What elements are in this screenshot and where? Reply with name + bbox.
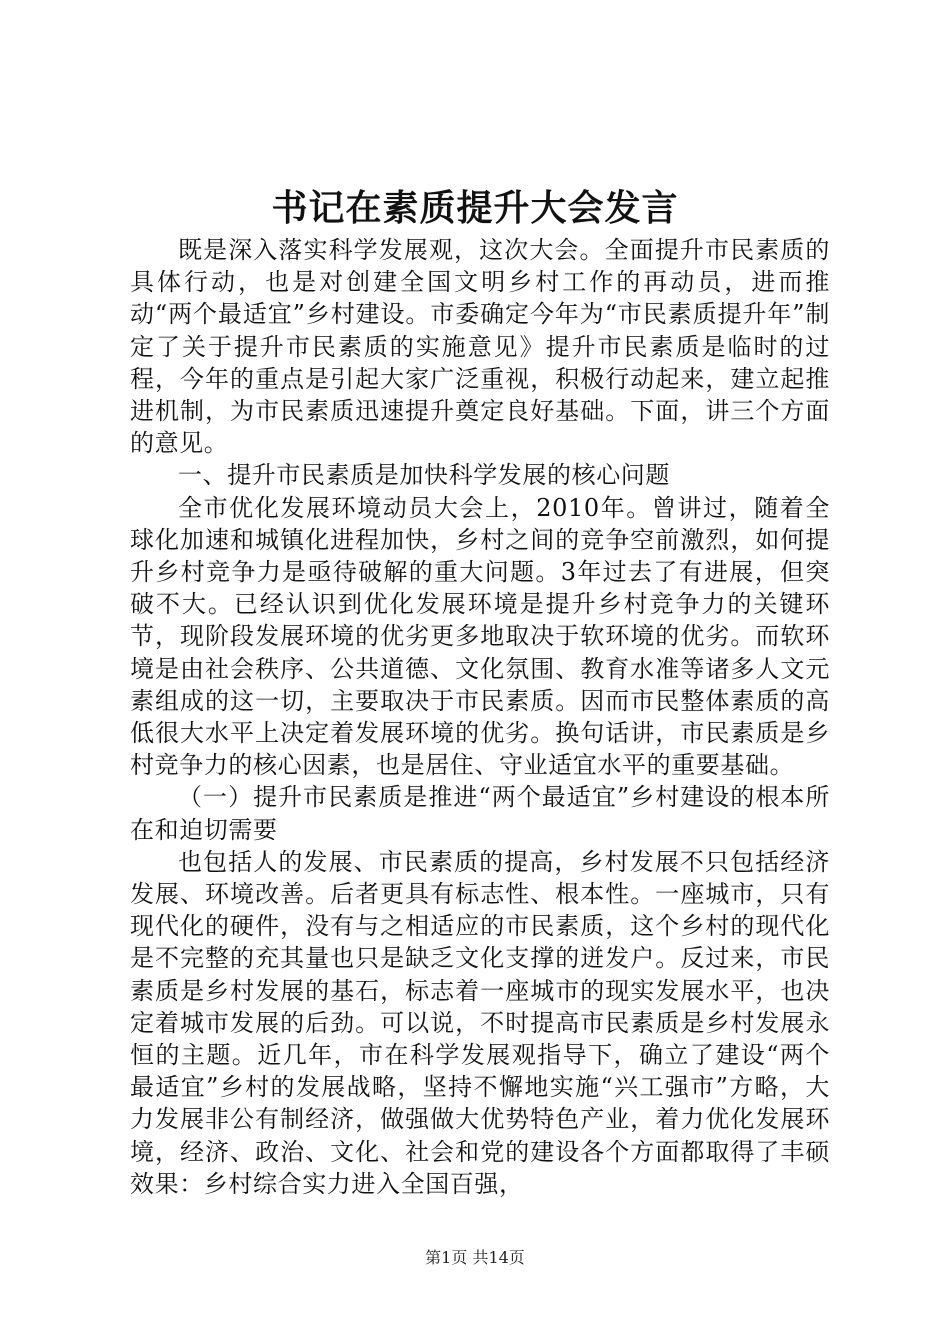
document-body [130, 234, 830, 1200]
intro-paragraph: 既是深入落实科学发展观，这次大会。全面提升市民素质的具体行动，也是对创建全国文明乡村工作的再动员，进而推动“两个最适宜”乡村建设。市委确定今年为“市民素质提升年”制定了关于提升市民素质的实施意见》提升市民素质是临时的过程，今年的重点是引起大家广泛重视，积极行动起来，建立起推进机制，为市民素质迅速提升奠定良好基础。下面，讲三个方面的意见。 [130, 236, 830, 458]
subsection-1-paragraph: 也包括人的发展、市民素质的提高，乡村发展不只包括经济发展、环境改善。后者更具有标志性、根本性。一座城市，只有现代化的硬件，没有与之相适应的市民素质，这个乡村的现代化是不完整的充其量也只是缺乏文化支撑的迸发户。反过来，市民素质是乡村发展的基石，标志着一座城市的现实发展水平，也决定着城市发展的后劲。可以说，不时提高市民素质是乡村发展永恒的主题。近几年，市在科学发展观指导下，确立了建设“两个最适宜”乡村的发展战略，坚持不懈地实施“兴工强市”方略，大力发展非公有制经济，做强做大优势特色产业，着力优化发展环境，经济、政治、文化、社会和党的建设各个方面都取得了丰硕效果：乡村综合实力进入全国百强， [130, 847, 830, 1198]
section-heading-1: 一、提升市民素质是加快科学发展的核心问题 [178, 461, 670, 490]
section-1-paragraph: 全市优化发展环境动员大会上，2010年。曾讲过，随着全球化加速和城镇化进程加快，乡村之间的竞争空前激烈，如何提升乡村竞争力是亟待破解的重大问题。3年过去了有进展，但突破不大。已经认识到优化发展环境是提升乡村竞争力的关键环节，现阶段发展环境的优劣更多地取决于软环境的优劣。而软环境是由社会秩序、公共道德、文化氛围、教育水准等诸多人文元素组成的这一切，主要取决于市民素质。因而市民整体素质的高低很大水平上决定着发展环境的优劣。换句话讲，市民素质是乡村竞争力的核心因素，也是居住、守业适宜水平的重要基础。 [130, 493, 830, 780]
document-title: 书记在素质提升大会发言 [271, 187, 679, 229]
page-number-footer: 第1页 共14页 [425, 1248, 525, 1267]
subsection-heading-1: （一）提升市民素质是推进“两个最适宜”乡村建设的根本所在和迫切需要 [130, 783, 830, 844]
